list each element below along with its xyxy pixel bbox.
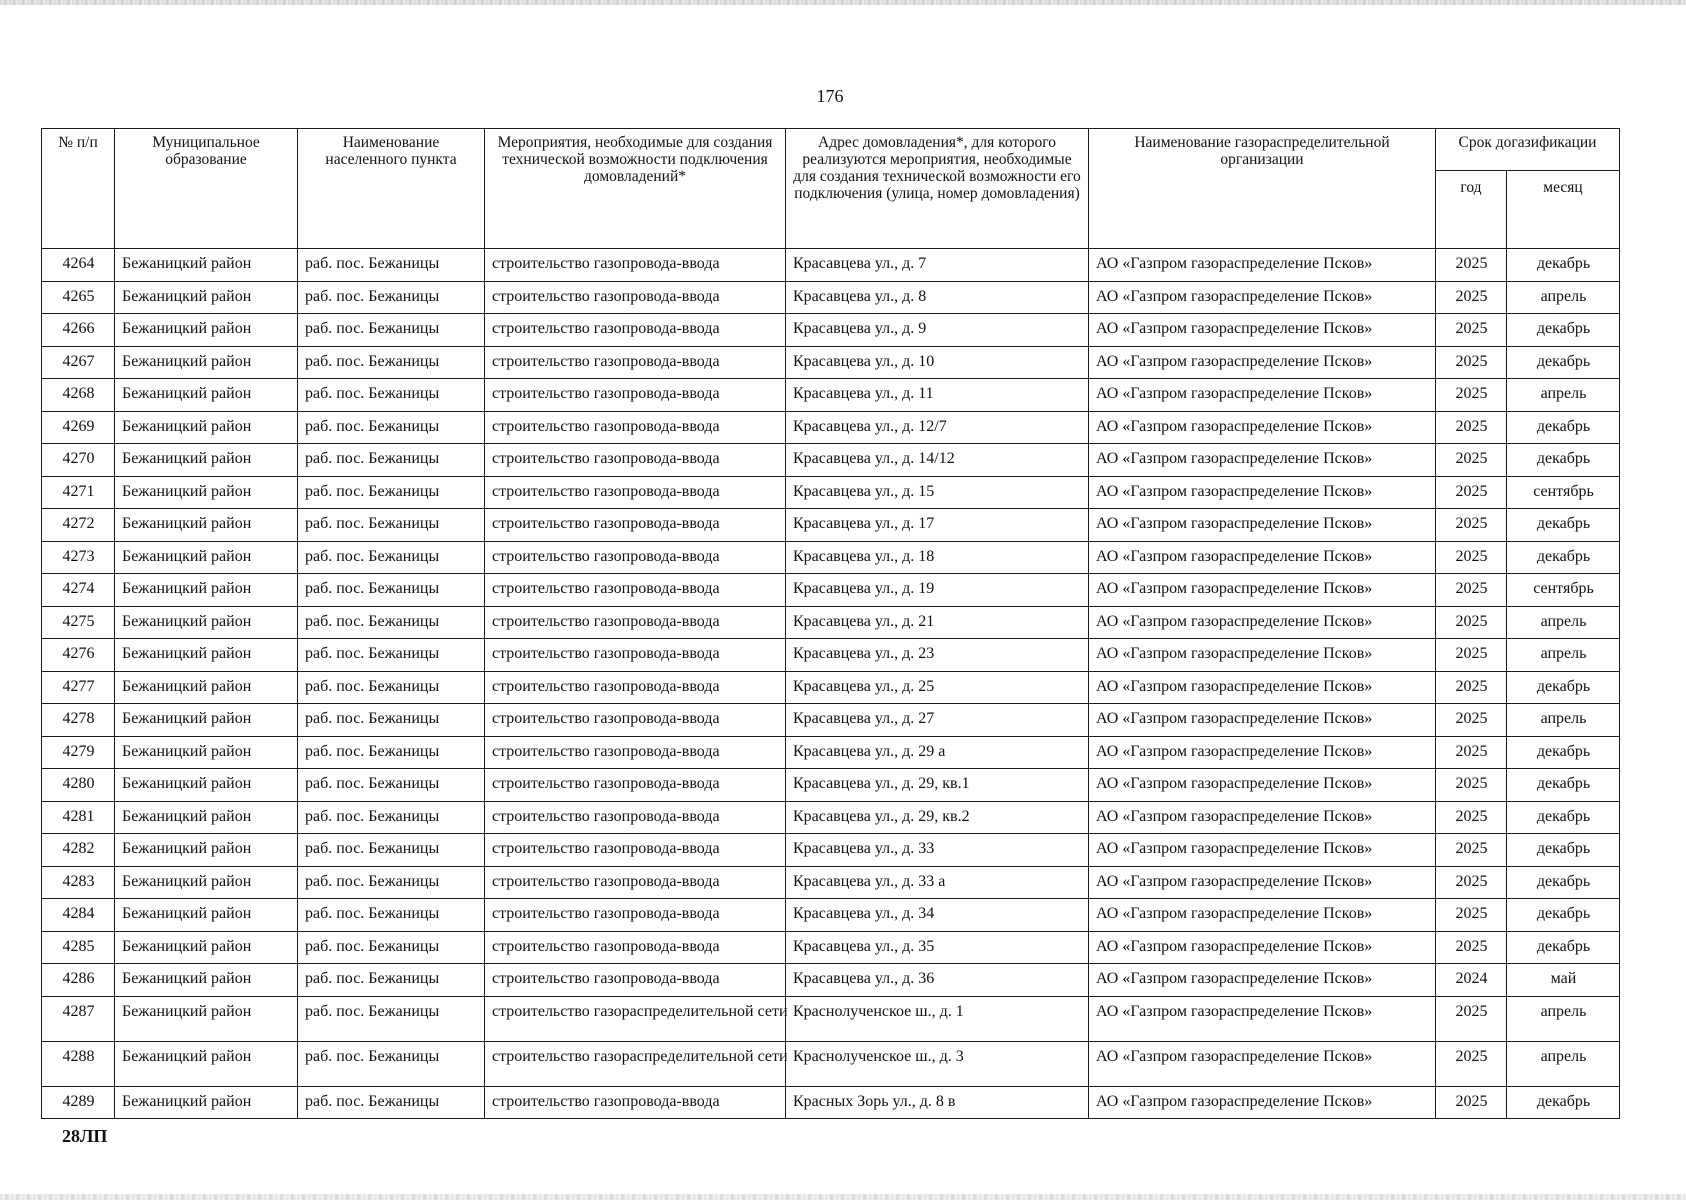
table-row	[42, 931, 1620, 964]
cell-settlement: раб. пос. Бежаницы	[298, 249, 485, 282]
cell-settlement: раб. пос. Бежаницы	[298, 606, 485, 639]
table-row	[42, 281, 1620, 314]
cell-month: декабрь	[1507, 1086, 1620, 1119]
cell-municipality: Бежаницкий район	[115, 444, 298, 477]
cell-address: Красавцева ул., д. 15	[786, 476, 1089, 509]
cell-municipality: Бежаницкий район	[115, 606, 298, 639]
cell-num: 4264	[42, 249, 115, 282]
cell-settlement: раб. пос. Бежаницы	[298, 866, 485, 899]
cell-year: 2025	[1436, 444, 1507, 477]
cell-municipality: Бежаницкий район	[115, 866, 298, 899]
cell-num: 4288	[42, 1041, 115, 1086]
cell-year: 2025	[1436, 801, 1507, 834]
table-row	[42, 834, 1620, 867]
cell-num: 4267	[42, 346, 115, 379]
cell-num: 4265	[42, 281, 115, 314]
cell-year: 2025	[1436, 379, 1507, 412]
cell-measure: строительство газопровода-ввода	[485, 346, 786, 379]
cell-organization: АО «Газпром газораспределение Псков»	[1089, 509, 1436, 542]
cell-measure: строительство газопровода-ввода	[485, 769, 786, 802]
cell-address: Красавцева ул., д. 21	[786, 606, 1089, 639]
cell-settlement: раб. пос. Бежаницы	[298, 1041, 485, 1086]
header-num: № п/п	[42, 129, 115, 249]
cell-measure: строительство газопровода-ввода	[485, 899, 786, 932]
cell-month: апрель	[1507, 1041, 1620, 1086]
cell-num: 4274	[42, 574, 115, 607]
cell-address: Красавцева ул., д. 36	[786, 964, 1089, 997]
cell-measure: строительство газораспределительной сети	[485, 996, 786, 1041]
cell-municipality: Бежаницкий район	[115, 314, 298, 347]
cell-organization: АО «Газпром газораспределение Псков»	[1089, 704, 1436, 737]
cell-address: Красавцева ул., д. 34	[786, 899, 1089, 932]
table-row	[42, 444, 1620, 477]
table-row	[42, 541, 1620, 574]
cell-year: 2025	[1436, 899, 1507, 932]
cell-municipality: Бежаницкий район	[115, 346, 298, 379]
header-month: месяц	[1507, 171, 1620, 249]
cell-month: сентябрь	[1507, 574, 1620, 607]
table-row	[42, 639, 1620, 672]
cell-address: Красавцева ул., д. 23	[786, 639, 1089, 672]
cell-municipality: Бежаницкий район	[115, 1086, 298, 1119]
cell-month: апрель	[1507, 606, 1620, 639]
cell-organization: АО «Газпром газораспределение Псков»	[1089, 1086, 1436, 1119]
cell-organization: АО «Газпром газораспределение Псков»	[1089, 444, 1436, 477]
cell-year: 2025	[1436, 639, 1507, 672]
cell-measure: строительство газопровода-ввода	[485, 314, 786, 347]
cell-settlement: раб. пос. Бежаницы	[298, 574, 485, 607]
cell-settlement: раб. пос. Бежаницы	[298, 671, 485, 704]
cell-month: сентябрь	[1507, 476, 1620, 509]
cell-municipality: Бежаницкий район	[115, 249, 298, 282]
cell-year: 2025	[1436, 574, 1507, 607]
table-row	[42, 996, 1620, 1041]
cell-address: Красавцева ул., д. 12/7	[786, 411, 1089, 444]
cell-organization: АО «Газпром газораспределение Псков»	[1089, 476, 1436, 509]
cell-address: Красавцева ул., д. 29 а	[786, 736, 1089, 769]
cell-year: 2025	[1436, 476, 1507, 509]
cell-municipality: Бежаницкий район	[115, 379, 298, 412]
cell-num: 4286	[42, 964, 115, 997]
cell-settlement: раб. пос. Бежаницы	[298, 704, 485, 737]
cell-address: Красавцева ул., д. 27	[786, 704, 1089, 737]
table-row	[42, 899, 1620, 932]
cell-measure: строительство газопровода-ввода	[485, 1086, 786, 1119]
cell-settlement: раб. пос. Бежаницы	[298, 476, 485, 509]
cell-address: Красавцева ул., д. 9	[786, 314, 1089, 347]
cell-num: 4282	[42, 834, 115, 867]
cell-year: 2025	[1436, 346, 1507, 379]
scan-edge-top	[0, 0, 1686, 5]
cell-settlement: раб. пос. Бежаницы	[298, 964, 485, 997]
cell-municipality: Бежаницкий район	[115, 899, 298, 932]
cell-measure: строительство газопровода-ввода	[485, 704, 786, 737]
cell-municipality: Бежаницкий район	[115, 801, 298, 834]
cell-settlement: раб. пос. Бежаницы	[298, 996, 485, 1041]
cell-organization: АО «Газпром газораспределение Псков»	[1089, 899, 1436, 932]
cell-organization: АО «Газпром газораспределение Псков»	[1089, 931, 1436, 964]
table-row	[42, 379, 1620, 412]
cell-organization: АО «Газпром газораспределение Псков»	[1089, 964, 1436, 997]
cell-address: Красавцева ул., д. 29, кв.2	[786, 801, 1089, 834]
table-row	[42, 1086, 1620, 1119]
cell-num: 4272	[42, 509, 115, 542]
cell-num: 4285	[42, 931, 115, 964]
cell-month: декабрь	[1507, 444, 1620, 477]
cell-year: 2025	[1436, 411, 1507, 444]
cell-organization: АО «Газпром газораспределение Псков»	[1089, 314, 1436, 347]
cell-address: Красавцева ул., д. 10	[786, 346, 1089, 379]
cell-organization: АО «Газпром газораспределение Псков»	[1089, 866, 1436, 899]
cell-month: декабрь	[1507, 249, 1620, 282]
table-row	[42, 769, 1620, 802]
cell-month: май	[1507, 964, 1620, 997]
scan-edge-bottom	[0, 1194, 1686, 1200]
cell-settlement: раб. пос. Бежаницы	[298, 769, 485, 802]
cell-organization: АО «Газпром газораспределение Псков»	[1089, 1041, 1436, 1086]
cell-num: 4277	[42, 671, 115, 704]
cell-num: 4271	[42, 476, 115, 509]
cell-municipality: Бежаницкий район	[115, 736, 298, 769]
cell-address: Красавцева ул., д. 11	[786, 379, 1089, 412]
header-municipality: Муниципальное образование	[115, 129, 298, 249]
cell-organization: АО «Газпром газораспределение Псков»	[1089, 996, 1436, 1041]
cell-num: 4278	[42, 704, 115, 737]
cell-settlement: раб. пос. Бежаницы	[298, 281, 485, 314]
cell-address: Красавцева ул., д. 19	[786, 574, 1089, 607]
cell-num: 4273	[42, 541, 115, 574]
cell-year: 2025	[1436, 281, 1507, 314]
gasification-table	[41, 128, 1620, 1119]
cell-measure: строительство газораспределительной сети	[485, 1041, 786, 1086]
cell-measure: строительство газопровода-ввода	[485, 866, 786, 899]
cell-municipality: Бежаницкий район	[115, 639, 298, 672]
cell-municipality: Бежаницкий район	[115, 671, 298, 704]
cell-num: 4275	[42, 606, 115, 639]
cell-measure: строительство газопровода-ввода	[485, 444, 786, 477]
cell-num: 4266	[42, 314, 115, 347]
cell-settlement: раб. пос. Бежаницы	[298, 736, 485, 769]
cell-month: апрель	[1507, 639, 1620, 672]
cell-num: 4279	[42, 736, 115, 769]
cell-organization: АО «Газпром газораспределение Псков»	[1089, 249, 1436, 282]
cell-month: декабрь	[1507, 736, 1620, 769]
cell-month: декабрь	[1507, 671, 1620, 704]
cell-num: 4289	[42, 1086, 115, 1119]
page-number: 176	[816, 86, 844, 106]
cell-organization: АО «Газпром газораспределение Псков»	[1089, 801, 1436, 834]
cell-municipality: Бежаницкий район	[115, 509, 298, 542]
table-row	[42, 704, 1620, 737]
table-row	[42, 574, 1620, 607]
cell-settlement: раб. пос. Бежаницы	[298, 346, 485, 379]
cell-settlement: раб. пос. Бежаницы	[298, 899, 485, 932]
cell-num: 4287	[42, 996, 115, 1041]
cell-num: 4268	[42, 379, 115, 412]
cell-month: декабрь	[1507, 769, 1620, 802]
table-row	[42, 801, 1620, 834]
header-row	[42, 129, 1620, 171]
cell-address: Красавцева ул., д. 25	[786, 671, 1089, 704]
cell-measure: строительство газопровода-ввода	[485, 379, 786, 412]
header-deadline: Срок догазификации	[1436, 129, 1620, 171]
cell-address: Красавцева ул., д. 35	[786, 931, 1089, 964]
cell-num: 4280	[42, 769, 115, 802]
cell-address: Красавцева ул., д. 17	[786, 509, 1089, 542]
cell-municipality: Бежаницкий район	[115, 931, 298, 964]
cell-settlement: раб. пос. Бежаницы	[298, 801, 485, 834]
cell-month: декабрь	[1507, 931, 1620, 964]
cell-year: 2025	[1436, 931, 1507, 964]
cell-settlement: раб. пос. Бежаницы	[298, 314, 485, 347]
cell-num: 4269	[42, 411, 115, 444]
cell-year: 2025	[1436, 1041, 1507, 1086]
table-row	[42, 314, 1620, 347]
cell-organization: АО «Газпром газораспределение Псков»	[1089, 574, 1436, 607]
cell-municipality: Бежаницкий район	[115, 541, 298, 574]
cell-year: 2025	[1436, 314, 1507, 347]
cell-measure: строительство газопровода-ввода	[485, 411, 786, 444]
cell-year: 2024	[1436, 964, 1507, 997]
table-row	[42, 249, 1620, 282]
header-organization: Наименование газораспределительной организации	[1089, 129, 1436, 249]
cell-municipality: Бежаницкий район	[115, 1041, 298, 1086]
cell-month: апрель	[1507, 996, 1620, 1041]
cell-month: декабрь	[1507, 541, 1620, 574]
table-row	[42, 509, 1620, 542]
footer-code: 28ЛП	[62, 1126, 108, 1146]
cell-month: декабрь	[1507, 411, 1620, 444]
table-row	[42, 411, 1620, 444]
cell-settlement: раб. пос. Бежаницы	[298, 639, 485, 672]
table-row	[42, 476, 1620, 509]
cell-year: 2025	[1436, 704, 1507, 737]
cell-month: декабрь	[1507, 801, 1620, 834]
cell-municipality: Бежаницкий район	[115, 996, 298, 1041]
cell-num: 4270	[42, 444, 115, 477]
cell-municipality: Бежаницкий район	[115, 476, 298, 509]
cell-settlement: раб. пос. Бежаницы	[298, 379, 485, 412]
cell-organization: АО «Газпром газораспределение Псков»	[1089, 606, 1436, 639]
table-row	[42, 964, 1620, 997]
cell-year: 2025	[1436, 249, 1507, 282]
cell-address: Красных Зорь ул., д. 8 в	[786, 1086, 1089, 1119]
cell-month: апрель	[1507, 281, 1620, 314]
table-row	[42, 866, 1620, 899]
cell-address: Красавцева ул., д. 18	[786, 541, 1089, 574]
cell-address: Красавцева ул., д. 33	[786, 834, 1089, 867]
cell-measure: строительство газопровода-ввода	[485, 574, 786, 607]
cell-organization: АО «Газпром газораспределение Псков»	[1089, 541, 1436, 574]
cell-month: декабрь	[1507, 899, 1620, 932]
cell-year: 2025	[1436, 769, 1507, 802]
cell-measure: строительство газопровода-ввода	[485, 736, 786, 769]
header-measures: Мероприятия, необходимые для создания технической возможности подключения домовладений*	[485, 129, 786, 249]
cell-municipality: Бежаницкий район	[115, 411, 298, 444]
cell-month: декабрь	[1507, 834, 1620, 867]
cell-measure: строительство газопровода-ввода	[485, 834, 786, 867]
header-settlement: Наименование населенного пункта	[298, 129, 485, 249]
cell-organization: АО «Газпром газораспределение Псков»	[1089, 671, 1436, 704]
cell-month: декабрь	[1507, 346, 1620, 379]
cell-year: 2025	[1436, 1086, 1507, 1119]
cell-organization: АО «Газпром газораспределение Псков»	[1089, 411, 1436, 444]
cell-year: 2025	[1436, 671, 1507, 704]
cell-measure: строительство газопровода-ввода	[485, 931, 786, 964]
cell-measure: строительство газопровода-ввода	[485, 606, 786, 639]
cell-measure: строительство газопровода-ввода	[485, 281, 786, 314]
cell-measure: строительство газопровода-ввода	[485, 639, 786, 672]
cell-municipality: Бежаницкий район	[115, 281, 298, 314]
cell-settlement: раб. пос. Бежаницы	[298, 509, 485, 542]
cell-organization: АО «Газпром газораспределение Псков»	[1089, 281, 1436, 314]
header-year: год	[1436, 171, 1507, 249]
cell-num: 4283	[42, 866, 115, 899]
table-row	[42, 346, 1620, 379]
cell-municipality: Бежаницкий район	[115, 834, 298, 867]
cell-settlement: раб. пос. Бежаницы	[298, 931, 485, 964]
cell-municipality: Бежаницкий район	[115, 574, 298, 607]
cell-measure: строительство газопровода-ввода	[485, 509, 786, 542]
cell-organization: АО «Газпром газораспределение Псков»	[1089, 639, 1436, 672]
cell-organization: АО «Газпром газораспределение Псков»	[1089, 736, 1436, 769]
table-row	[42, 736, 1620, 769]
cell-settlement: раб. пос. Бежаницы	[298, 1086, 485, 1119]
table-row	[42, 1041, 1620, 1086]
cell-settlement: раб. пос. Бежаницы	[298, 444, 485, 477]
cell-address: Красавцева ул., д. 14/12	[786, 444, 1089, 477]
cell-num: 4281	[42, 801, 115, 834]
cell-organization: АО «Газпром газораспределение Псков»	[1089, 379, 1436, 412]
cell-month: декабрь	[1507, 866, 1620, 899]
cell-address: Краснолученское ш., д. 1	[786, 996, 1089, 1041]
cell-municipality: Бежаницкий район	[115, 769, 298, 802]
cell-measure: строительство газопровода-ввода	[485, 476, 786, 509]
cell-address: Красавцева ул., д. 8	[786, 281, 1089, 314]
cell-address: Красавцева ул., д. 7	[786, 249, 1089, 282]
cell-year: 2025	[1436, 866, 1507, 899]
cell-measure: строительство газопровода-ввода	[485, 671, 786, 704]
cell-month: декабрь	[1507, 314, 1620, 347]
cell-measure: строительство газопровода-ввода	[485, 801, 786, 834]
cell-year: 2025	[1436, 736, 1507, 769]
cell-month: апрель	[1507, 704, 1620, 737]
table-row	[42, 606, 1620, 639]
cell-num: 4284	[42, 899, 115, 932]
cell-year: 2025	[1436, 606, 1507, 639]
cell-organization: АО «Газпром газораспределение Псков»	[1089, 346, 1436, 379]
cell-year: 2025	[1436, 834, 1507, 867]
cell-settlement: раб. пос. Бежаницы	[298, 541, 485, 574]
cell-address: Красавцева ул., д. 29, кв.1	[786, 769, 1089, 802]
table-body	[42, 249, 1620, 1119]
table-row	[42, 671, 1620, 704]
cell-organization: АО «Газпром газораспределение Псков»	[1089, 834, 1436, 867]
cell-year: 2025	[1436, 541, 1507, 574]
cell-measure: строительство газопровода-ввода	[485, 541, 786, 574]
cell-address: Краснолученское ш., д. 3	[786, 1041, 1089, 1086]
cell-municipality: Бежаницкий район	[115, 704, 298, 737]
cell-measure: строительство газопровода-ввода	[485, 964, 786, 997]
header-address: Адрес домовладения*, для которого реализуются мероприятия, необходимые для создания технической возможности его подключения (улица, номер домовладения)	[786, 129, 1089, 249]
cell-settlement: раб. пос. Бежаницы	[298, 834, 485, 867]
cell-organization: АО «Газпром газораспределение Псков»	[1089, 769, 1436, 802]
cell-month: апрель	[1507, 379, 1620, 412]
cell-num: 4276	[42, 639, 115, 672]
cell-month: декабрь	[1507, 509, 1620, 542]
cell-address: Красавцева ул., д. 33 а	[786, 866, 1089, 899]
cell-measure: строительство газопровода-ввода	[485, 249, 786, 282]
cell-municipality: Бежаницкий район	[115, 964, 298, 997]
cell-year: 2025	[1436, 509, 1507, 542]
cell-settlement: раб. пос. Бежаницы	[298, 411, 485, 444]
cell-year: 2025	[1436, 996, 1507, 1041]
